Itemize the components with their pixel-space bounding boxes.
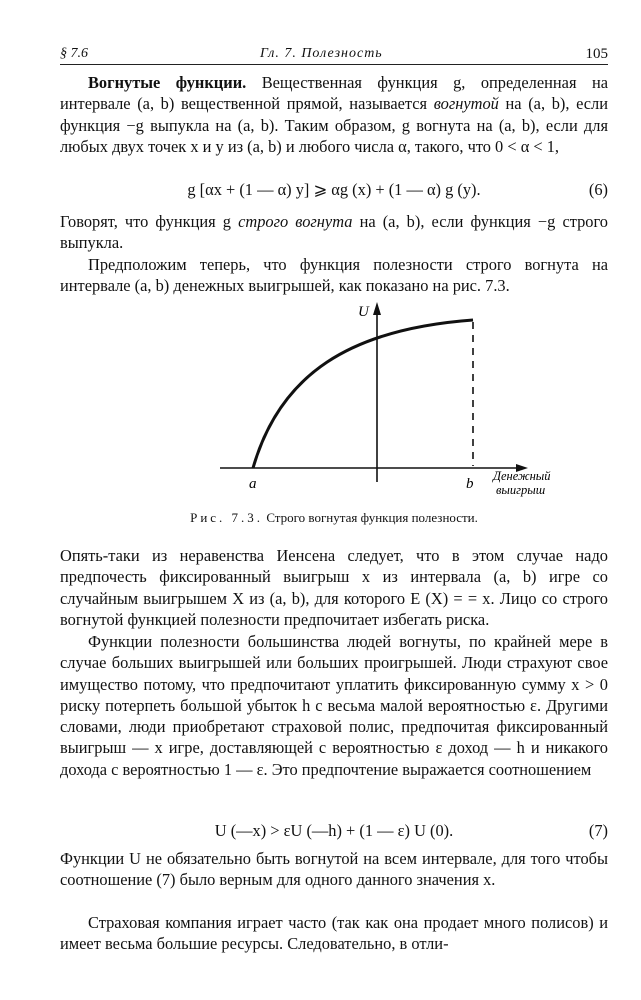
paragraph-text: на (a, b), если функция −g строго выпукла.: [60, 212, 608, 253]
term-concave: вогнутой: [433, 94, 499, 114]
chapter-title: Гл. 7. Полезность: [260, 46, 383, 61]
label-b: b: [466, 476, 474, 492]
caption-prefix: Рис. 7.3.: [190, 510, 264, 525]
figure-7-3: [150, 294, 570, 506]
x-axis-label-line2: выигрыш: [496, 483, 546, 497]
paragraph-insurance: Функции полезности большинства людей вогнуты, по крайней мере в случае больших выигрышей или больших проигрышей. Люди страхуют свое имущество потому, что предпочитают уплатить фиксированную сумму x > 0 риску потерпеть большой убыток h с весьма малой вероятностью ε. Другими словами, люди приобретают страховой полис, предпочитая фиксированный выигрыш — x игре, доставляющей с вероятностью ε доход — h и никакого дохода с вероятностью 1 — ε. Это предпочтение выражается соотношением: [60, 632, 608, 779]
paragraph-jensen: Опять-таки из неравенства Иенсена следует, что в этом случае надо предпочесть фиксированный выигрыш x из интервала (a, b) игре со случайным выигрышем X из (a, b), для которого E (X) = = x. Лицо со строго вогнутой функцией полезности предпочитает избегать риска.: [60, 546, 608, 629]
paragraph-heading: Вогнутые функции.: [88, 73, 247, 92]
paragraph-text: Говорят, что функция g: [60, 212, 231, 231]
utility-curve: [253, 320, 473, 468]
section-number: § 7.6: [60, 46, 88, 61]
label-a: a: [249, 476, 257, 492]
formula-7-number: (7): [588, 821, 608, 840]
figure-caption: [60, 510, 608, 526]
y-axis-arrow: [373, 302, 381, 315]
formula-6-number: (6): [588, 180, 608, 199]
caption-text: Строго вогнутая функция полезности.: [266, 510, 478, 525]
term-strictly-concave: строго вогнута: [238, 212, 353, 231]
paragraph-concave-definition: [60, 72, 608, 157]
paragraph-not-necessarily: Функции U не обязательно быть вогнутой на всем интервале, для того чтобы соотношение (7) было верным для одного данного значения x.: [60, 849, 608, 890]
paragraph-text: на (a, b), если функция −g выпукла на (a, b). Таким образом, g вогнута на (a, b), если для любых двух точек x и y из (a, b) и любого числа α, такого, что 0 < α < 1,: [60, 94, 608, 156]
page-number: 105: [585, 46, 608, 62]
paragraph-strictly-concave: [60, 211, 608, 254]
y-axis-label: U: [358, 304, 369, 320]
paragraph-insurance-company: Страховая компания играет часто (так как она продает много полисов) и имеет весьма большие ресурсы. Следовательно, в отли-: [60, 913, 608, 954]
paragraph-text: Вещественная функция g, определенная на интервале (a, b) вещественной прямой, называется: [60, 73, 608, 114]
formula-7-expression: U (—x) > εU (—h) + (1 — ε) U (0).: [214, 821, 454, 840]
x-axis-label-line1: Денежный: [493, 469, 551, 483]
paragraph-suppose: Предположим теперь, что функция полезности строго вогнута на интервале (a, b) денежных выигрышей, как показано на рис. 7.3.: [60, 255, 608, 296]
header-rule: [60, 64, 608, 65]
formula-6-expression: g [αx + (1 — α) y] ⩾ αg (x) + (1 — α) g (y).: [187, 180, 481, 199]
